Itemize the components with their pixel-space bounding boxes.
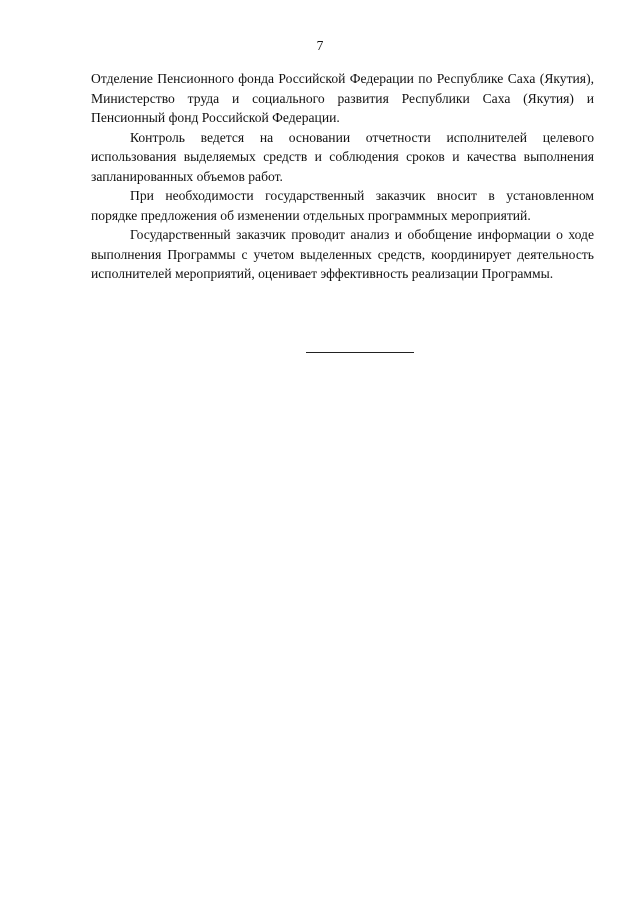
paragraph-2: Контроль ведется на основании отчетности исполнителей целевого использования выделяемых средств и соблюдения сроков и качества выполнения запланированных объемов работ. [91,129,594,184]
document-body [91,69,594,284]
page-number: 7 [316,38,324,53]
paragraph-3: При необходимости государственный заказчик вносит в установленном порядке предложения об изменении отдельных программных мероприятий. [91,188,594,223]
paragraph-1: Отделение Пенсионного фонда Российской Федерации по Республике Саха (Якутия), Министерство труда и социального развития Республики Саха (Якутия) и Пенсионный фонд Российской Федерации. [91,71,594,125]
paragraph-4: Государственный заказчик проводит анализ и обобщение информации о ходе выполнения Программы с учетом выделенных средств, координирует деятельность исполнителей мероприятий, оценивает эффективность реализации Программы. [91,227,594,281]
end-divider-line [306,352,414,353]
